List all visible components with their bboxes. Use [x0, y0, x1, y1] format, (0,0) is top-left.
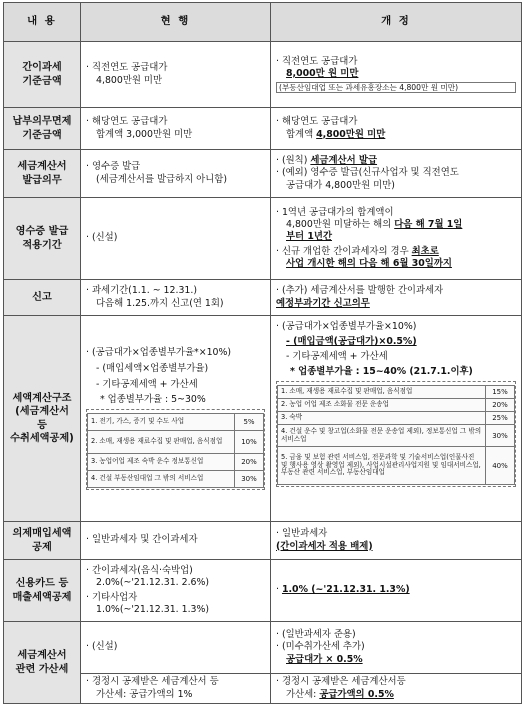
text-line: 4,800만원 미만: [96, 74, 163, 86]
text-line: · 해당연도 공급대가: [276, 116, 358, 128]
highlight-text: 8,000만 원 미만: [286, 67, 359, 79]
highlight-text: 최초로: [411, 245, 439, 257]
table-header-row: [4, 3, 522, 42]
row-label: [4, 280, 81, 316]
rate-value: 30%: [235, 471, 264, 488]
current-cell: [81, 622, 271, 674]
table-row: [4, 108, 522, 150]
text-line: · 기타사업자: [86, 592, 138, 603]
highlight-text: 공급가액의 0.5%: [319, 688, 394, 700]
header-content: 내 용: [4, 3, 81, 42]
text-line: · 해당연도 공급대가: [86, 116, 168, 128]
text-line: · (공급대가×업종별부가율*×10%): [86, 346, 232, 358]
revised-cell: [271, 316, 522, 522]
row-label-text: 납부의무면제 기준금액: [12, 116, 72, 141]
header-revised: 개 정: [271, 3, 522, 42]
current-cell: [81, 316, 271, 522]
revised-cell: [271, 522, 522, 560]
text-line: · 경정시 공제받은 세금계산서등: [276, 676, 406, 688]
text-span: 가산세:: [286, 688, 320, 700]
current-cell: [81, 560, 271, 622]
text-line: - 기타공제세액 + 가산세: [286, 351, 388, 363]
current-cell: [81, 150, 271, 198]
table-row: [4, 522, 522, 560]
highlight-text: 1.0% (~'21.12.31. 1.3%): [281, 584, 410, 596]
row-label-text: 신고: [32, 291, 52, 303]
text-line: · (일반과세자 준용): [276, 629, 356, 641]
text-span: · 신규 개업한 간이과세자의 경우: [276, 245, 412, 257]
revised-cell: [271, 280, 522, 316]
table-row: [4, 674, 522, 704]
table-row: [278, 399, 515, 412]
revised-cell: [271, 674, 522, 704]
current-cell: [81, 280, 271, 316]
text-line: · 1역년 공급대가의 합계액이: [276, 207, 394, 219]
row-label: [4, 622, 81, 704]
text-line: · 경정시 공제받은 세금계산서 등: [86, 676, 219, 688]
text-line: 공급대가 4,800만원 미만): [286, 179, 395, 191]
row-label: [4, 108, 81, 150]
rate-value: 15%: [486, 386, 515, 399]
revised-cell: [271, 108, 522, 150]
revised-cell: [271, 560, 522, 622]
table-row: [278, 447, 515, 485]
current-cell: [81, 522, 271, 560]
highlight-text: 4,800만원 미만: [316, 128, 386, 140]
comparison-table: [3, 2, 522, 704]
row-label-text: 세금계산서 관련 가산세: [15, 650, 69, 675]
text-line: · (미수취가산세 추가): [276, 641, 365, 653]
rate-table-box: [276, 381, 516, 487]
rate-value: 10%: [235, 431, 264, 454]
rate-value: 40%: [486, 447, 515, 485]
text-line: 2.0%(~'21.12.31. 2.6%): [96, 576, 210, 588]
table-row: [88, 471, 264, 488]
table-row: [4, 198, 522, 280]
table-row: [4, 280, 522, 316]
rate-name: 3. 숙박: [278, 412, 486, 425]
header-current: 현 행: [81, 3, 271, 42]
row-label-text: 의제매입세액 공제: [12, 528, 72, 553]
row-label: [4, 42, 81, 108]
text-line: · 직전연도 공급대가: [276, 55, 358, 67]
revised-cell: [271, 198, 522, 280]
rate-name: 2. 소매, 재생용 재료수집 및 판매업, 음식점업: [88, 431, 235, 454]
rate-note: * 업종별부가율 : 15~40% (21.7.1.이후): [290, 366, 473, 378]
rate-table-box: [86, 409, 265, 490]
rate-note: * 업종별부가율 : 5~30%: [100, 394, 206, 406]
text-line: · (공급대가×업종별부가율×10%): [276, 321, 417, 332]
current-cell: [81, 42, 271, 108]
text-span: · (원칙): [276, 155, 311, 167]
text-line: 다음해 1.25.까지 신고(연 1회): [96, 297, 224, 309]
rate-name: 1. 전기, 가스, 증기 및 수도 사업: [88, 414, 235, 431]
table-row: [278, 425, 515, 447]
text-line: · 간이과세자(음식·숙박업): [86, 564, 193, 576]
highlight-text: 예정부과기간 신고의무: [276, 297, 370, 309]
text-line: - 기타공제세액 + 가산세: [96, 379, 198, 390]
rate-name: 1. 소매, 재생용 재료수집 및 판매업, 음식점업: [278, 386, 486, 399]
rate-name: 3. 농업어업 제조 숙박 운수 정보통신업: [88, 454, 235, 471]
text-line: · 일반과세자: [276, 528, 328, 540]
rate-value: 20%: [486, 399, 515, 412]
rate-value: 5%: [235, 414, 264, 431]
text-line: · 과세기간(1.1. ~ 12.31.): [86, 285, 198, 297]
highlight-text: - (매입금액(공급대가)×0.5%): [286, 336, 417, 348]
table-row: [88, 454, 264, 471]
table-row: [4, 150, 522, 198]
current-cell: [81, 198, 271, 280]
row-label-text: 세금계산서 발급의무: [17, 161, 67, 186]
text-line: · 직전연도 공급대가: [86, 62, 168, 74]
text-line: (세금계산서를 발급하지 아니함): [96, 173, 228, 185]
row-label: [4, 522, 81, 560]
rate-name: 4. 건설 운수 및 창고업(소화물 전문 운송업 제외), 정보통신업 그 밖의 서비스업: [278, 425, 486, 447]
table-row: [4, 560, 522, 622]
rate-value: 20%: [235, 454, 264, 471]
current-cell: [81, 108, 271, 150]
table-row: [4, 316, 522, 522]
current-cell: [81, 674, 271, 704]
text-line: 1.0%(~'21.12.31. 1.3%): [96, 604, 210, 616]
text-line: · (신설): [86, 232, 118, 244]
highlight-text: 다음 해 7월 1일: [394, 219, 463, 231]
table-row: [88, 431, 264, 454]
table-row: [88, 414, 264, 431]
row-label: [4, 198, 81, 280]
highlight-text: 부터 1년간: [286, 231, 333, 243]
text-line: · 일반과세자 및 간이과세자: [86, 534, 198, 546]
row-label: [4, 150, 81, 198]
highlight-text: 공급대가 × 0.5%: [286, 653, 363, 665]
text-span: 합계액: [286, 128, 317, 140]
text-line: · 영수증 발급: [86, 161, 141, 173]
text-line: 합계액 3,000만원 미만: [96, 128, 193, 140]
table-row: [278, 412, 515, 425]
text-line: · (추가) 세금계산서를 발행한 간이과세자: [276, 285, 444, 297]
rate-value: 25%: [486, 412, 515, 425]
text-line: · (신설): [86, 641, 118, 653]
rate-table: [87, 413, 264, 488]
rate-name: 5. 금융 및 보험 관련 서비스업, 전문과학 및 기술서비스업(인물사진 및 행사용 영상 촬영업 제외), 사업시설관리사업지원 및 임대서비스업, 부동산 관련 서비스업, 부동산임대업: [278, 447, 486, 485]
row-label-text: 세액계산구조 (세금계산서 등 수취세액공제): [10, 393, 74, 444]
boxed-note: (부동산임대업 또는 과세유흥장소는 4,800만 원 미만): [276, 82, 516, 94]
row-label-text: 간이과세 기준금액: [22, 62, 62, 87]
text-line: - (매입세액×업종별부가율): [96, 362, 209, 374]
highlight-text: (간이과세자 적용 배제): [276, 540, 373, 552]
table-row: [4, 42, 522, 108]
revised-cell: [271, 42, 522, 108]
row-label: [4, 316, 81, 522]
text-line: 가산세: 공급가액의 1%: [96, 688, 193, 700]
text-span: ·: [276, 584, 282, 596]
table-row: [278, 386, 515, 399]
row-label: [4, 560, 81, 622]
highlight-text: 세금계산서 발급: [310, 155, 378, 167]
row-label-text: 신용카드 등 매출세액공제: [12, 578, 72, 603]
text-line: · (예외) 영수증 발급(신규사업자 및 직전연도: [276, 167, 459, 179]
row-label-text: 영수증 발급 적용기간: [15, 226, 69, 251]
rate-table: [277, 385, 515, 485]
highlight-text: 사업 개시한 해의 다음 해 6월 30일까지: [286, 257, 452, 269]
revised-cell: [271, 622, 522, 674]
revised-cell: [271, 150, 522, 198]
rate-name: 2. 농업 어업 제조 소화물 전문 운송업: [278, 399, 486, 412]
table-row: [4, 622, 522, 674]
rate-value: 30%: [486, 425, 515, 447]
text-span: 4,800만원 미달하는 해의: [286, 219, 395, 231]
rate-name: 4. 건설 부동산임대업 그 밖의 서비스업: [88, 471, 235, 488]
